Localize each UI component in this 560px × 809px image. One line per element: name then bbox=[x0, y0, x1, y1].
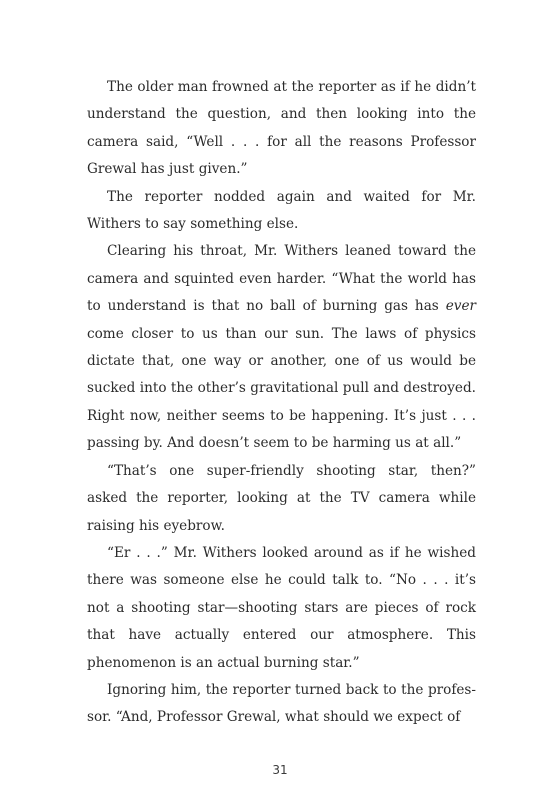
paragraph-3 bbox=[87, 238, 476, 457]
paragraph-3-end: come closer to us than our sun. The laws of physics dictate that, one way or another, one of us would be sucked into the other’s gravitational pull and destroyed. Right now, neither seems to be happening. It’s just . . . passing by. And doesn’t seem to be harming us at all.” bbox=[87, 325, 476, 452]
body-text bbox=[87, 74, 476, 732]
paragraph-3-start: Clearing his throat, Mr. Withers leaned toward the camera and squinted even harder. “What the world has to understand is that no ball of burning gas has bbox=[87, 243, 476, 315]
paragraph-2: The reporter nodded again and waited for Mr. Withers to say something else. bbox=[87, 188, 476, 233]
paragraph-4: “That’s one super-friendly shooting star, then?” asked the reporter, looking at the TV camera while raising his eyebrow. bbox=[87, 462, 476, 534]
paragraph-1: The older man frowned at the reporter as if he didn’t understand the question, and then looking into the camera said, “Well . . . for all the reasons Professor Grewal has just given.” bbox=[87, 79, 476, 178]
paragraph-5: “Er . . .” Mr. Withers looked around as if he wished there was someone else he could talk to. “No . . . it’s not a shooting star—shooting stars are pieces of rock that have actually entered our atmosphere. This phenomenon is an actual burning star.” bbox=[87, 544, 476, 671]
emphasis-ever: ever bbox=[445, 298, 476, 315]
paragraph-6: Ignoring him, the reporter turned back to the professor. “And, Professor Grewal, what should we expect of bbox=[87, 681, 476, 726]
page-number: 31 bbox=[272, 763, 288, 777]
